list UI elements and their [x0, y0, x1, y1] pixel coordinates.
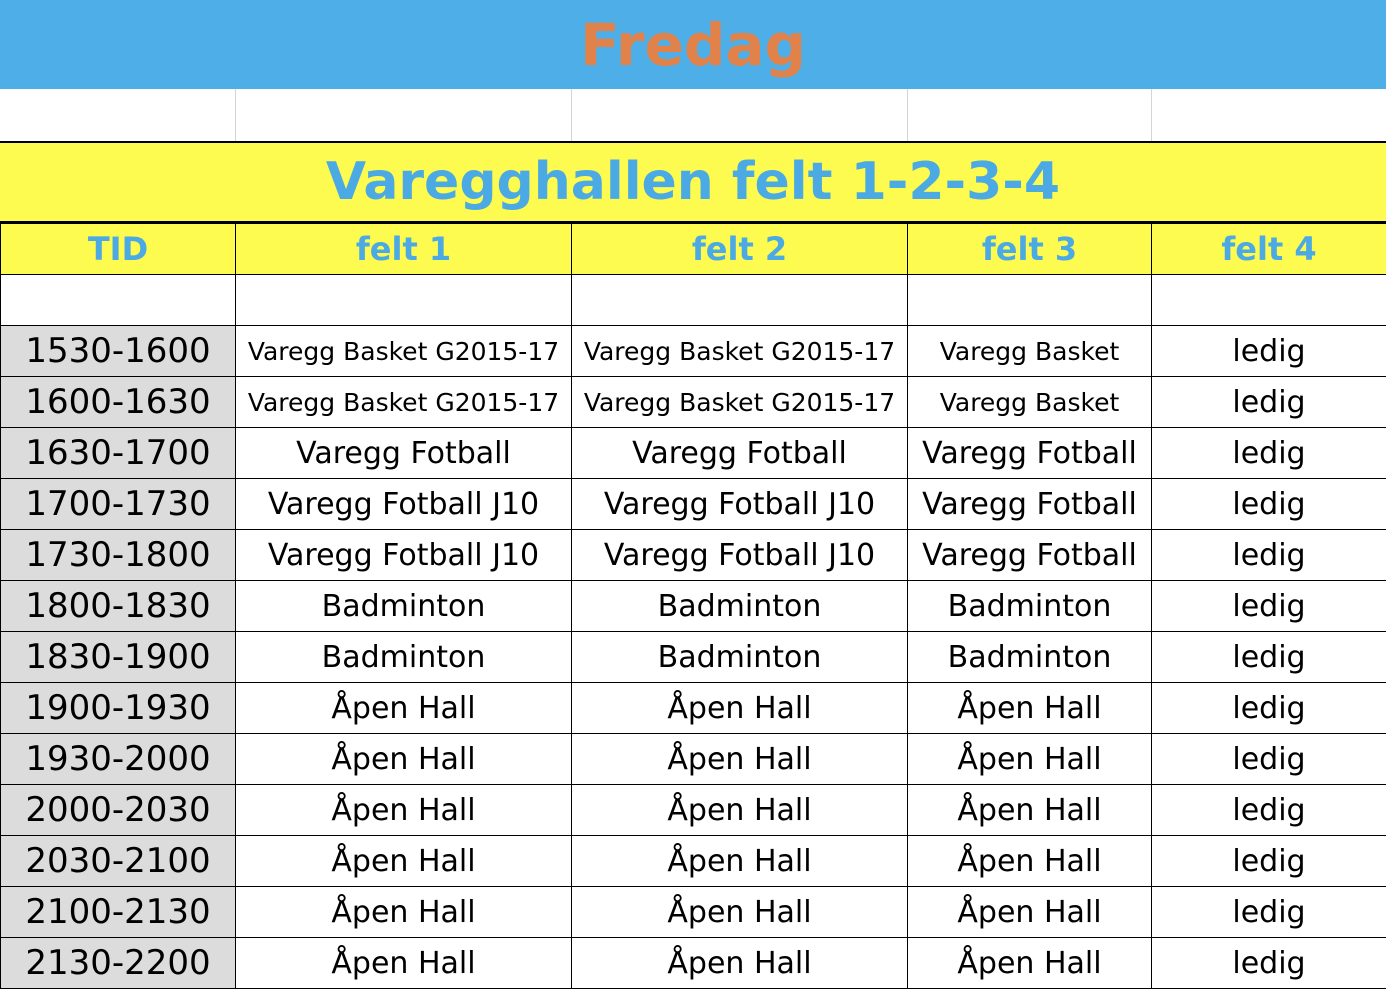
felt-4-cell[interactable]: ledig [1152, 428, 1386, 479]
felt-3-cell[interactable]: Varegg Fotball [908, 428, 1152, 479]
felt-4-cell[interactable]: ledig [1152, 326, 1386, 377]
felt-4-cell[interactable]: ledig [1152, 836, 1386, 887]
felt-3-cell[interactable]: Åpen Hall [908, 734, 1152, 785]
blank-cell[interactable] [1152, 275, 1386, 326]
table-row [1, 836, 1386, 887]
time-cell[interactable]: 2030-2100 [1, 836, 236, 887]
felt-1-cell[interactable]: Varegg Basket G2015-17 [236, 377, 572, 428]
felt-1-cell[interactable]: Åpen Hall [236, 734, 572, 785]
cell-divider [1151, 89, 1152, 141]
header-felt-2[interactable]: felt 2 [572, 224, 908, 275]
time-cell[interactable]: 1830-1900 [1, 632, 236, 683]
felt-2-cell[interactable]: Åpen Hall [572, 938, 908, 989]
felt-3-cell[interactable]: Åpen Hall [908, 785, 1152, 836]
time-cell[interactable]: 1530-1600 [1, 326, 236, 377]
felt-3-cell[interactable]: Åpen Hall [908, 683, 1152, 734]
cell-divider [235, 89, 236, 141]
felt-1-cell[interactable]: Åpen Hall [236, 785, 572, 836]
felt-4-cell[interactable]: ledig [1152, 785, 1386, 836]
table-row [1, 632, 1386, 683]
day-banner[interactable] [0, 0, 1386, 89]
table-row [1, 530, 1386, 581]
felt-3-cell[interactable]: Varegg Basket [908, 326, 1152, 377]
felt-4-cell[interactable]: ledig [1152, 938, 1386, 989]
felt-1-cell[interactable]: Åpen Hall [236, 887, 572, 938]
blank-row [1, 275, 1386, 326]
table-row [1, 887, 1386, 938]
felt-2-cell[interactable]: Åpen Hall [572, 836, 908, 887]
felt-2-cell[interactable]: Varegg Basket G2015-17 [572, 377, 908, 428]
felt-4-cell[interactable]: ledig [1152, 632, 1386, 683]
time-cell[interactable]: 1730-1800 [1, 530, 236, 581]
felt-2-cell[interactable]: Åpen Hall [572, 734, 908, 785]
felt-2-cell[interactable]: Åpen Hall [572, 785, 908, 836]
time-cell[interactable]: 1800-1830 [1, 581, 236, 632]
table-row [1, 734, 1386, 785]
table-row [1, 938, 1386, 989]
blank-cell[interactable] [1, 275, 236, 326]
felt-1-cell[interactable]: Badminton [236, 581, 572, 632]
header-tid[interactable]: TID [1, 224, 236, 275]
felt-2-cell[interactable]: Varegg Fotball J10 [572, 479, 908, 530]
felt-3-cell[interactable]: Åpen Hall [908, 938, 1152, 989]
table-row [1, 581, 1386, 632]
felt-1-cell[interactable]: Åpen Hall [236, 683, 572, 734]
felt-3-cell[interactable]: Varegg Fotball [908, 479, 1152, 530]
felt-3-cell[interactable]: Åpen Hall [908, 836, 1152, 887]
felt-3-cell[interactable]: Badminton [908, 581, 1152, 632]
felt-3-cell[interactable]: Varegg Fotball [908, 530, 1152, 581]
felt-4-cell[interactable]: ledig [1152, 479, 1386, 530]
felt-1-cell[interactable]: Varegg Fotball [236, 428, 572, 479]
felt-1-cell[interactable]: Varegg Fotball J10 [236, 479, 572, 530]
blank-cell[interactable] [908, 275, 1152, 326]
empty-spacer-row[interactable] [0, 89, 1386, 141]
felt-2-cell[interactable]: Varegg Basket G2015-17 [572, 326, 908, 377]
felt-1-cell[interactable]: Badminton [236, 632, 572, 683]
time-cell[interactable]: 2130-2200 [1, 938, 236, 989]
table-row [1, 479, 1386, 530]
header-felt-3[interactable]: felt 3 [908, 224, 1152, 275]
table-row [1, 683, 1386, 734]
table-row [1, 326, 1386, 377]
cell-divider [571, 89, 572, 141]
hall-banner[interactable] [0, 141, 1386, 223]
felt-4-cell[interactable]: ledig [1152, 734, 1386, 785]
felt-1-cell[interactable]: Varegg Basket G2015-17 [236, 326, 572, 377]
time-cell[interactable]: 1900-1930 [1, 683, 236, 734]
schedule-table [0, 223, 1386, 989]
felt-4-cell[interactable]: ledig [1152, 377, 1386, 428]
hall-title: Varegghallen felt 1-2-3-4 [325, 152, 1061, 212]
felt-2-cell[interactable]: Varegg Fotball [572, 428, 908, 479]
felt-1-cell[interactable]: Åpen Hall [236, 836, 572, 887]
cell-divider [907, 89, 908, 141]
header-row [1, 224, 1386, 275]
table-row [1, 785, 1386, 836]
felt-2-cell[interactable]: Åpen Hall [572, 683, 908, 734]
felt-1-cell[interactable]: Åpen Hall [236, 938, 572, 989]
table-row [1, 377, 1386, 428]
felt-2-cell[interactable]: Varegg Fotball J10 [572, 530, 908, 581]
felt-2-cell[interactable]: Badminton [572, 581, 908, 632]
blank-cell[interactable] [572, 275, 908, 326]
felt-3-cell[interactable]: Badminton [908, 632, 1152, 683]
time-cell[interactable]: 2100-2130 [1, 887, 236, 938]
header-felt-4[interactable]: felt 4 [1152, 224, 1386, 275]
felt-4-cell[interactable]: ledig [1152, 581, 1386, 632]
felt-4-cell[interactable]: ledig [1152, 530, 1386, 581]
felt-1-cell[interactable]: Varegg Fotball J10 [236, 530, 572, 581]
header-felt-1[interactable]: felt 1 [236, 224, 572, 275]
time-cell[interactable]: 2000-2030 [1, 785, 236, 836]
table-row [1, 428, 1386, 479]
time-cell[interactable]: 1630-1700 [1, 428, 236, 479]
felt-2-cell[interactable]: Badminton [572, 632, 908, 683]
time-cell[interactable]: 1700-1730 [1, 479, 236, 530]
felt-4-cell[interactable]: ledig [1152, 683, 1386, 734]
day-title: Fredag [579, 10, 807, 79]
time-cell[interactable]: 1600-1630 [1, 377, 236, 428]
felt-4-cell[interactable]: ledig [1152, 887, 1386, 938]
felt-3-cell[interactable]: Åpen Hall [908, 887, 1152, 938]
blank-cell[interactable] [236, 275, 572, 326]
felt-2-cell[interactable]: Åpen Hall [572, 887, 908, 938]
felt-3-cell[interactable]: Varegg Basket [908, 377, 1152, 428]
time-cell[interactable]: 1930-2000 [1, 734, 236, 785]
